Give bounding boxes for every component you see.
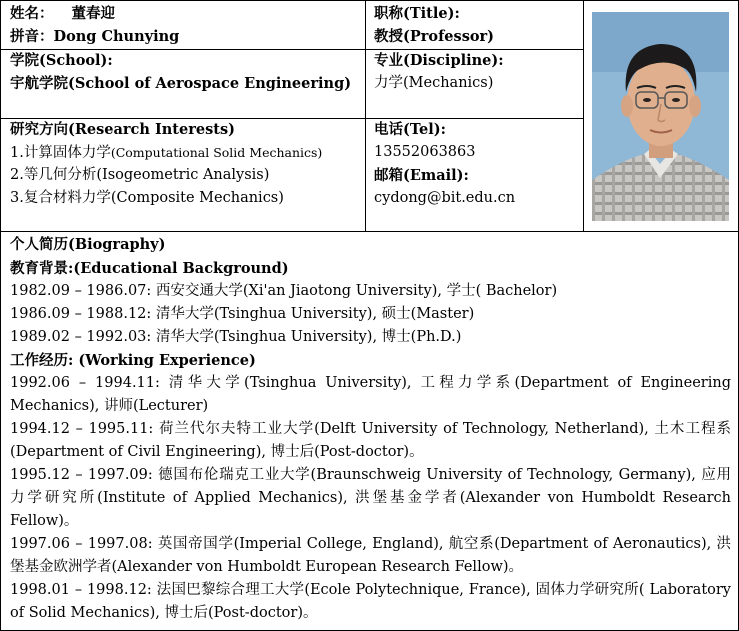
work-item: 1998.01 – 1998.12: 法国巴黎综合理工大学(Ecole Polytechnique, France), 固体力学研究所( Laboratory of Solid Mechanics), 博士后(Post-doctor)。	[10, 582, 731, 621]
work-label: 工作经历: (Working Experience)	[10, 352, 256, 369]
tel-value: 13552063863	[374, 144, 476, 160]
discipline-value: 力学(Mechanics)	[374, 75, 494, 91]
education-item: 1989.02 – 1992.03: 清华大学(Tsinghua University), 博士(Ph.D.)	[10, 329, 462, 345]
work-item: 1992.06 – 1994.11: 清华大学(Tsinghua University), 工程力学系(Department of Engineering Mechanics), 讲师(Lecturer)	[10, 375, 731, 414]
pinyin-label: 拼音：	[10, 28, 54, 45]
education-item: 1982.09 – 1986.07: 西安交通大学(Xi'an Jiaotong University), 学士( Bachelor)	[10, 283, 558, 299]
title-value: 教授(Professor)	[374, 28, 495, 45]
research-item: 2.等几何分析(Isogeometric Analysis)	[10, 167, 270, 183]
title-label: 职称(Title):	[374, 5, 460, 22]
name-label: 姓名：	[10, 5, 54, 22]
name-value: 董春迎	[71, 5, 115, 22]
work-item: 1995.12 – 1997.09: 德国布伦瑞克工业大学(Braunschweig University of Technology, Germany), 应用力学研究所(Institute of Applied Mechanics), 洪堡基金学者(Alexander von Humboldt Research Fellow)。	[10, 467, 731, 529]
email-value: cydong@bit.edu.cn	[374, 190, 516, 206]
school-value: 宇航学院(School of Aerospace Engineering)	[10, 75, 352, 92]
tel-label: 电话(Tel):	[374, 121, 446, 138]
research-item: 3.复合材料力学(Composite Mechanics)	[10, 190, 284, 206]
school-label: 学院(School):	[10, 52, 113, 69]
research-item: 1.计算固体力学(Computational Solid Mechanics)	[10, 145, 323, 161]
biography-label: 个人简历(Biography)	[10, 236, 166, 253]
work-item: 1994.12 – 1995.11: 荷兰代尔夫特工业大学(Delft University of Technology, Netherland), 土木工程系(Department of Civil Engineering), 博士后(Post-doctor)。	[10, 421, 731, 460]
portrait-photo	[592, 12, 729, 221]
pinyin-row	[10, 25, 179, 48]
discipline-label: 专业(Discipline):	[374, 52, 504, 69]
education-item: 1986.09 – 1988.12: 清华大学(Tsinghua University), 硕士(Master)	[10, 306, 475, 322]
work-item: 1997.06 – 1997.08: 英国帝国学(Imperial College, England), 航空系(Department of Aeronautics), 洪堡基金欧洲学者(Alexander von Humboldt European Research Fellow)。	[10, 536, 731, 575]
pinyin-value: Dong Chunying	[53, 28, 180, 45]
name-row	[10, 2, 115, 25]
email-label: 邮箱(Email):	[374, 167, 469, 184]
research-label: 研究方向(Research Interests)	[10, 121, 235, 138]
education-label: 教育背景:(Educational Background)	[10, 260, 289, 277]
